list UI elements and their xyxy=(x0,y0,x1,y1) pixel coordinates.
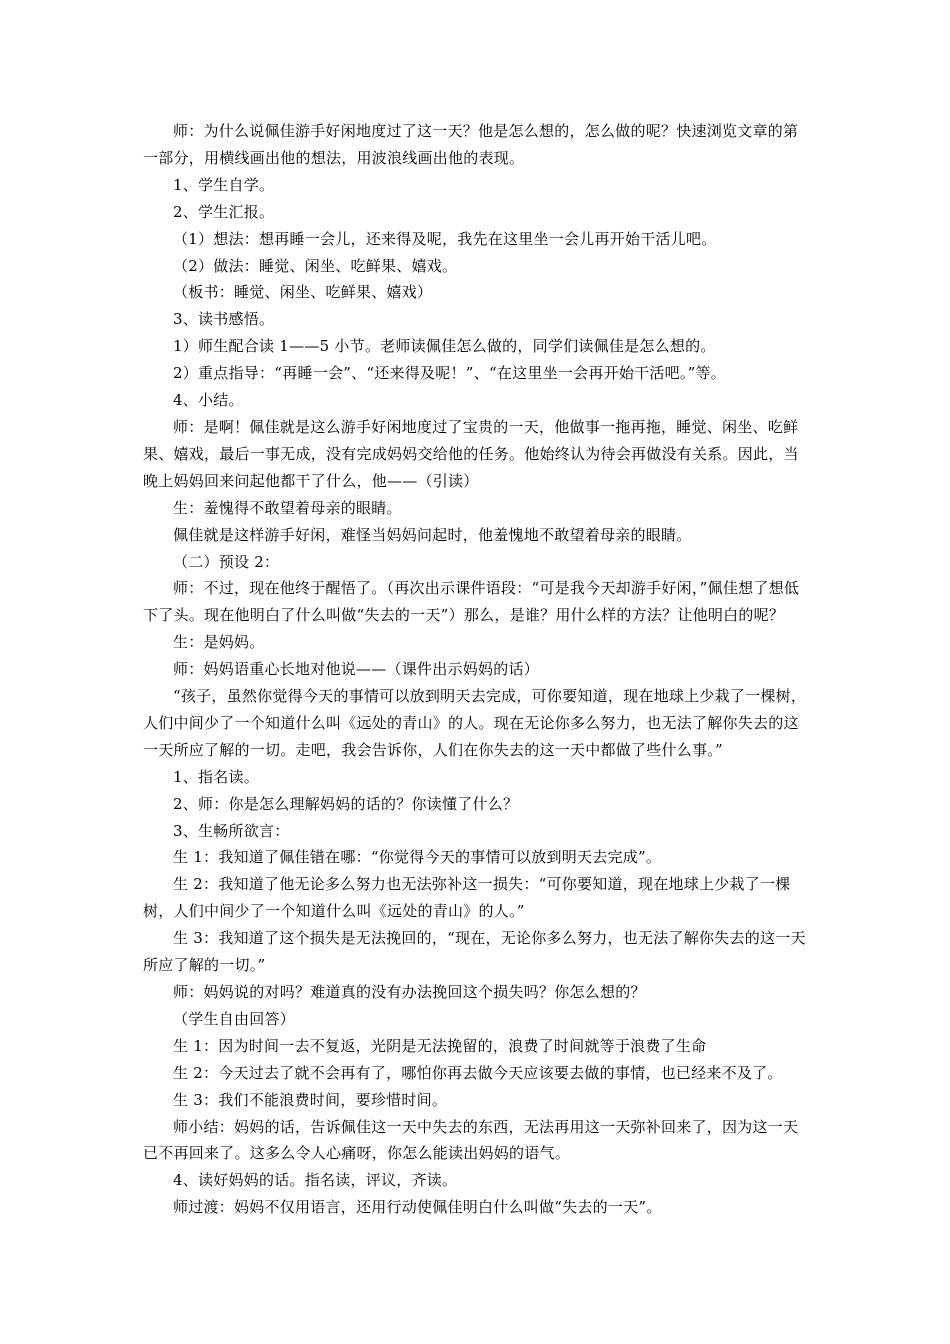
document-body xyxy=(143,118,813,1221)
paragraph: （2）做法：睡觉、闲坐、吃鲜果、嬉戏。 xyxy=(173,256,458,275)
paragraph: 生 1：因为时间一去不复返，光阴是无法挽留的，浪费了时间就等于浪费了生命 xyxy=(173,1036,707,1055)
paragraph: 生：是妈妈。 xyxy=(173,633,265,652)
paragraph: （学生自由回答） xyxy=(173,1009,296,1028)
paragraph: （1）想法：想再睡一会儿，还来得及呢，我先在这里坐一会儿再开始干活儿吧。 xyxy=(173,229,717,248)
paragraph: 生 1：我知道了佩佳错在哪：“你觉得今天的事情可以放到明天去完成”。 xyxy=(173,848,662,867)
paragraph: 师：妈妈语重心长地对他说——（课件出示妈妈的话） xyxy=(173,660,540,679)
paragraph: 1、学生自学。 xyxy=(173,175,275,194)
paragraph: 1、指名读。 xyxy=(173,767,260,786)
paragraph: 师小结：妈妈的话，告诉佩佳这一天中失去的东西，无法再用这一天弥补回来了，因为这一天已不再回来了。这多么令人心痛呀，你怎么能读出妈妈的语气。 xyxy=(143,1117,799,1163)
paragraph: 1）师生配合读 1——5 小节。老师读佩佳怎么做的，同学们读佩佳是怎么想的。 xyxy=(173,337,716,356)
paragraph: 3、读书感悟。 xyxy=(173,310,275,329)
paragraph: 2、师：你是怎么理解妈妈的话的？你读懂了什么？ xyxy=(173,794,519,813)
paragraph: 生 2：我知道了他无论多么努力也无法弥补这一损失：“可你要知道，现在地球上少栽了一棵树，人们中间少了一个知道什么叫《远处的青山》的人。” xyxy=(143,875,791,921)
paragraph: “孩子，虽然你觉得今天的事情可以放到明天去完成，可你要知道，现在地球上少栽了一棵树，人们中间少了一个知道什么叫《远处的青山》的人。现在无论你多么努力，也无法了解你失去的这一天所应了解的一切。走吧，我会告诉你，人们在你失去的这一天中都做了些什么事。” xyxy=(143,687,807,759)
paragraph: 生：羞愧得不敢望着母亲的眼睛。 xyxy=(173,498,402,517)
paragraph: 4、小结。 xyxy=(173,391,244,410)
paragraph: 3、生畅所欲言： xyxy=(173,821,290,840)
paragraph: 生 2：今天过去了就不会再有了，哪怕你再去做今天应该要去做的事情，也已经来不及了。 xyxy=(173,1063,783,1082)
paragraph: 4、读好妈妈的话。指名读，评议，齐读。 xyxy=(173,1171,458,1190)
paragraph: 佩佳就是这样游手好闲，难怪当妈妈问起时，他羞愧地不敢望着母亲的眼睛。 xyxy=(173,525,692,544)
paragraph: 师：妈妈说的对吗？难道真的没有办法挽回这个损失吗？你怎么想的？ xyxy=(173,983,646,1001)
paragraph: 师：不过，现在他终于醒悟了。（再次出示课件语段：“可是我今天却游手好闲，”佩佳想了想低下了头。现在他明白了什么叫做“失去的一天”）那么，是谁？用什么样的方法？让他明白的呢？ xyxy=(143,579,800,625)
paragraph: 2、学生汇报。 xyxy=(173,202,275,221)
paragraph: 生 3：我们不能浪费时间，要珍惜时间。 xyxy=(173,1090,448,1109)
paragraph: 2）重点指导：“再睡一会”、“还来得及呢！”、“在这里坐一会再开始干活吧。”等。 xyxy=(173,364,727,383)
paragraph: （板书：睡觉、闲坐、吃鲜果、嬉戏） xyxy=(173,283,433,302)
paragraph: 师：为什么说佩佳游手好闲地度过了这一天？他是怎么想的，怎么做的呢？快速浏览文章的第一部分，用横线画出他的想法，用波浪线画出他的表现。 xyxy=(143,122,799,167)
paragraph: 师：是啊！佩佳就是这么游手好闲地度过了宝贵的一天，他做事一拖再拖，睡觉、闲坐、吃鲜果、嬉戏，最后一事无成，没有完成妈妈交给他的任务。他始终认为待会再做没有关系。因此，当晚上妈妈回来问起他都干了什么，他——（引读） xyxy=(143,417,799,490)
paragraph: （二）预设 2： xyxy=(173,552,280,571)
paragraph: 生 3：我知道了这个损失是无法挽回的，“现在，无论你多么努力，也无法了解你失去的这一天所应了解的一切。” xyxy=(143,929,806,975)
paragraph: 师过渡：妈妈不仅用语言，还用行动使佩佳明白什么叫做“失去的一天”。 xyxy=(173,1198,662,1217)
